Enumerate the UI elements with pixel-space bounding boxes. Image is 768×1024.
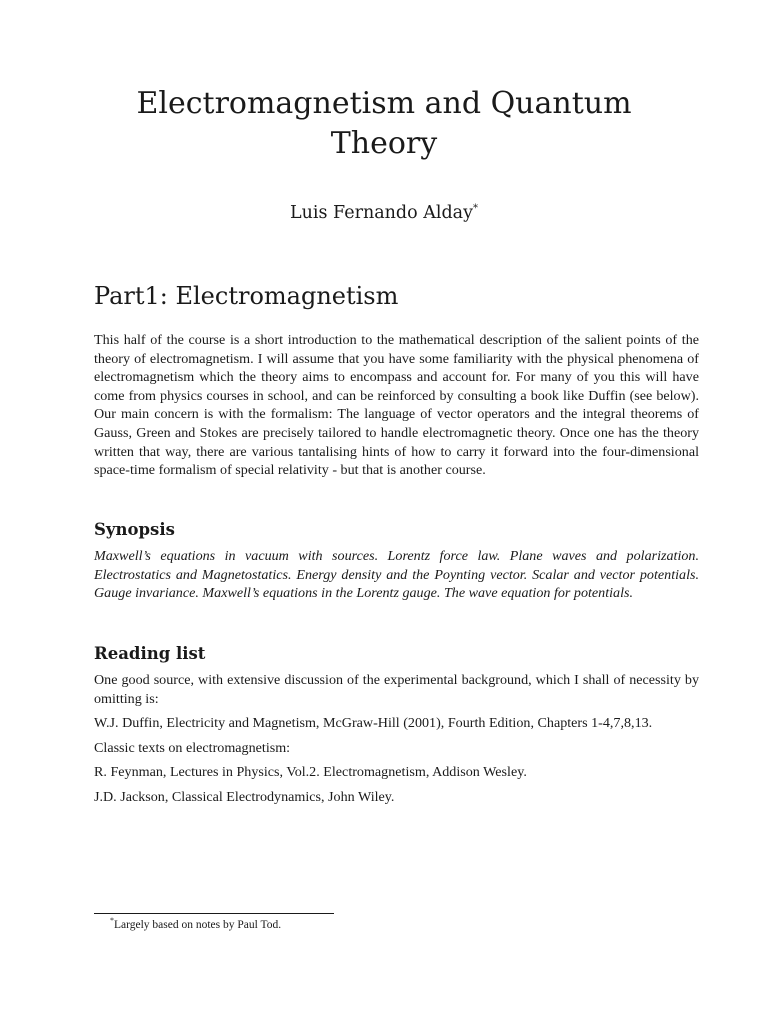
reading-list-item: J.D. Jackson, Classical Electrodynamics, John Wiley.: [94, 788, 395, 805]
synopsis-text: Maxwell’s equations in vacuum with sources. Lorentz force law. Plane waves and polarization. Electrostatics and Magnetostatics. Energy density and the Poynting vector. Scalar and vector potentials. Gauge invariance. Maxwell’s equations in the Lorentz gauge. The wave equation for potentials.: [94, 548, 699, 602]
reading-list: [94, 671, 699, 813]
reading-list-item: Classic texts on electromagnetism:: [94, 739, 291, 756]
part-heading: Part1: Electromagnetism: [94, 282, 399, 310]
reading-list-heading: Reading list: [94, 644, 206, 663]
footnote-divider: [94, 913, 334, 914]
author-line: [0, 201, 768, 225]
title-line-1: Electromagnetism and Quantum: [136, 86, 632, 121]
reading-list-item: One good source, with extensive discussion of the experimental background, which I shall of necessity by omitting is:: [94, 672, 699, 707]
footnote-mark: *: [110, 916, 114, 926]
synopsis-heading: Synopsis: [94, 520, 175, 539]
author-name: Luis Fernando Alday: [290, 203, 473, 223]
title-line-2: Theory: [330, 126, 438, 161]
author-footnote-mark: *: [472, 203, 478, 215]
footnote: [110, 917, 281, 933]
intro-paragraph: This half of the course is a short introduction to the mathematical description of the salient points of the theory of electromagnetism. I will assume that you have some familiarity with the physical phenomena of electromagnetism which the theory aims to encompass and account for. For many of you this will have come from physics courses in school, and can be reinforced by consulting a book like Duffin (see below). Our main concern is with the formalism: The language of vector operators and the integral theorems of Gauss, Green and Stokes are precisely tailored to handle electromagnetic theory. Once one has the theory written that way, there are various tantalising hints of how to carry it forward into the four-dimensional space-time formalism of special relativity - but that is another course.: [94, 332, 699, 479]
document-title: [0, 84, 768, 164]
footnote-text: Largely based on notes by Paul Tod.: [114, 919, 282, 931]
reading-list-item: W.J. Duffin, Electricity and Magnetism, McGraw-Hill (2001), Fourth Edition, Chapters 1-4,7,8,13.: [94, 715, 653, 732]
reading-list-item: R. Feynman, Lectures in Physics, Vol.2. Electromagnetism, Addison Wesley.: [94, 764, 527, 781]
